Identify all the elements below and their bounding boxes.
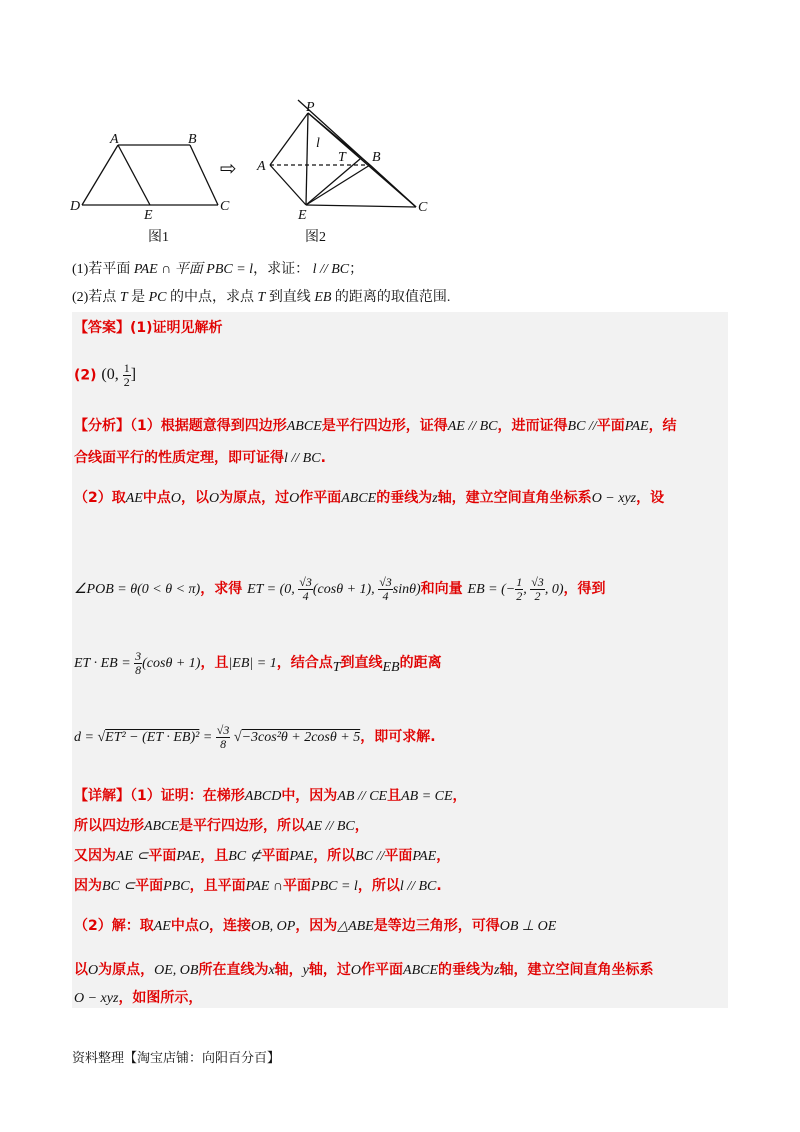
figure-1-caption: 图1 — [148, 230, 169, 245]
detail-l1-abce: AB // CE — [337, 789, 388, 804]
fig2-label-p: P — [306, 100, 315, 115]
detail-l5-e: 是等边三角形，可得 — [373, 918, 500, 934]
detail-l6-g: 的垂线为 — [438, 962, 495, 978]
analysis-l5-c: 到直线 — [340, 655, 383, 671]
detail-l3-e: ，所以 — [313, 848, 356, 864]
detail-l4-f: . — [436, 878, 442, 894]
detail-line-4 — [74, 876, 442, 897]
analysis-l2-a: 合线面平行的性质定理，即可证得 — [74, 450, 284, 466]
analysis-l3-b: 中点 — [142, 490, 171, 506]
detail-l2-b: 是平行四边形，所以 — [179, 818, 305, 834]
edge-pa — [270, 113, 308, 165]
analysis-l3-o2: O — [208, 491, 220, 506]
fig2-label-b: B — [372, 150, 381, 165]
detail-l6-c: 所在直线为 — [198, 962, 269, 978]
detail-l4-pae: PAE ∩ — [245, 879, 284, 894]
analysis-l5-a: ，且 — [200, 655, 229, 671]
analysis-line-6 — [74, 722, 436, 753]
analysis-l1-pae: PAE — [624, 419, 649, 434]
analysis-l3-o: O — [170, 491, 181, 506]
detail-l6-y: y — [302, 963, 309, 978]
analysis-l6-rad1: ET² − (ET · EB)² — [105, 730, 200, 745]
detail-l3-bc: BC ⊄ — [228, 849, 262, 864]
fig2-label-t: T — [338, 150, 346, 165]
detail-l7-a: ，如图所示， — [118, 990, 203, 1006]
detail-label: 【详解】 — [74, 788, 130, 804]
analysis-l3-h: ，设 — [636, 490, 665, 506]
answer-part2-label: (2) — [74, 367, 97, 384]
analysis-l1-a: （1）根据题意得到四边形 — [130, 418, 287, 434]
detail-l5-ae: AE — [153, 919, 171, 934]
detail-l5-obop: OB, OP — [250, 919, 296, 934]
detail-l3-b: 平面 — [148, 848, 177, 864]
q1-mid: ，求证： — [253, 262, 310, 277]
analysis-l5-dot-val: (cosθ + 1) — [142, 656, 201, 671]
analysis-l5-eb: EB — [382, 659, 400, 675]
analysis-l4-b: 和向量 — [420, 581, 463, 597]
analysis-l4-et-vector: ET = (0, $\frac{√3}{4}$ (cosθ + 1), $\frac{√3}{4}$ sinθ) — [247, 575, 421, 604]
q2-a: 是 — [127, 290, 149, 305]
detail-l1-abcd: ABCD — [244, 789, 282, 804]
q1-prefix: (1)若平面 — [72, 262, 134, 277]
q2-c: 到直线 — [265, 290, 315, 305]
analysis-l2-lbc: l // BC — [284, 451, 321, 466]
detail-l3-f: 平面 — [384, 848, 413, 864]
detail-l5-oboe: OB ⊥ OE — [499, 919, 557, 934]
detail-l6-h: 轴，建立空间直角坐标系 — [499, 962, 654, 978]
answer-part2 — [74, 362, 136, 389]
analysis-l6-expr: d = √ET² − (ET · EB)² = $\frac{√3}{8}$ √−3cos²θ + 2cosθ + 5 — [74, 723, 361, 752]
detail-line-5 — [74, 916, 556, 937]
fig2-label-a: A — [257, 159, 266, 174]
detail-line-3 — [74, 846, 450, 867]
analysis-l5-d: 的距离 — [399, 655, 442, 671]
detail-l4-c: ，且平面 — [189, 878, 246, 894]
figures-svg — [70, 95, 470, 245]
detail-l3-pae: PAE — [176, 849, 201, 864]
detail-l3-d: 平面 — [261, 848, 290, 864]
analysis-l1-e: ，结 — [648, 418, 677, 434]
fig1-label-b: B — [188, 132, 197, 147]
fig1-label-d: D — [70, 199, 81, 214]
detail-l3-bc2: BC // — [355, 849, 385, 864]
detail-l5-d: ，因为 — [295, 918, 338, 934]
analysis-l4-a: ，求得 — [200, 581, 243, 597]
analysis-l3-abce: ABCE — [341, 491, 377, 506]
edge-eb — [306, 165, 370, 205]
detail-l4-b: 平面 — [135, 878, 164, 894]
fig2-label-c: C — [418, 200, 428, 215]
q2-eb: EB — [314, 290, 332, 305]
analysis-l1-b: 是平行四边形，证得 — [321, 418, 448, 434]
analysis-l3-g: 轴，建立空间直角坐标系 — [437, 490, 592, 506]
detail-line-2 — [74, 816, 369, 837]
analysis-l1-c: ，进而证得 — [497, 418, 568, 434]
q2-d: 的距离的取值范围. — [331, 290, 451, 305]
analysis-l3-ae: AE — [125, 491, 143, 506]
detail-l6-x: x — [268, 963, 275, 978]
figure-2-caption: 图2 — [305, 230, 326, 245]
analysis-l5-dot-expr: ET · EB = $\frac{3}{8}$ (cosθ + 1) — [74, 649, 201, 678]
detail-l6-d: 轴， — [274, 962, 303, 978]
detail-l5-abe: △ABE — [337, 919, 374, 934]
edge-pe — [306, 113, 308, 205]
detail-l2-aebc: AE // BC — [305, 819, 355, 834]
analysis-l4-c: ，得到 — [563, 581, 606, 597]
edge-bc — [370, 165, 416, 207]
detail-l3-ae: AE ⊂ — [116, 849, 149, 864]
detail-line-7 — [74, 988, 202, 1009]
detail-l3-pae2: PAE — [289, 849, 314, 864]
analysis-line-5 — [74, 648, 442, 683]
analysis-l1-d: 平面 — [596, 418, 625, 434]
detail-l3-pae3: PAE — [412, 849, 437, 864]
answer-part2-range: (0, $\frac{1}{2}$ ] — [101, 361, 137, 389]
analysis-l6-d: d = — [74, 730, 98, 745]
detail-l6-o2: O — [350, 963, 362, 978]
detail-l4-pbc: PBC — [163, 879, 190, 894]
detail-line-6 — [74, 960, 653, 981]
detail-l5-b: 中点 — [170, 918, 199, 934]
geometry-figures — [70, 95, 470, 245]
edge-bc — [190, 145, 218, 205]
analysis-l3-e: 作平面 — [299, 490, 342, 506]
detail-l1-eq: AB = CE — [401, 789, 453, 804]
q2-t2: T — [257, 290, 266, 305]
fig1-label-e: E — [144, 208, 153, 223]
analysis-l1-bc: BC // — [567, 419, 597, 434]
detail-l6-a: 以 — [74, 962, 88, 978]
analysis-label: 【分析】 — [74, 418, 130, 434]
detail-l4-e: ，所以 — [357, 878, 400, 894]
analysis-l4-eb: EB = (− — [467, 582, 516, 597]
fig1-label-c: C — [220, 199, 230, 214]
analysis-l3-z: z — [432, 491, 438, 506]
analysis-l4-eb-vector: EB = (− $\frac{1}{2}$ , $\frac{√3}{2}$ , 0) — [467, 575, 564, 604]
detail-l5-o: O — [198, 919, 209, 934]
detail-l1-d: ， — [452, 788, 467, 804]
analysis-l6-rad2: −3cos²θ + 2cosθ + 5 — [241, 730, 361, 745]
detail-l3-g: ， — [436, 848, 451, 864]
edge-ec — [306, 205, 416, 207]
analysis-line-4 — [74, 574, 605, 605]
detail-l6-abce: ABCE — [403, 963, 439, 978]
analysis-l1-aebc: AE // BC — [447, 419, 498, 434]
analysis-l2-b: . — [320, 450, 326, 466]
analysis-l3-f: 的垂线为 — [376, 490, 433, 506]
analysis-l4-angle: ∠POB = θ(0 < θ < π) — [74, 582, 201, 597]
analysis-l3-a: （2）取 — [74, 490, 126, 506]
detail-l5-a: （2）解：取 — [74, 918, 154, 934]
detail-l1-a: （1）证明：在梯形 — [130, 788, 245, 804]
edge-ad — [82, 145, 118, 205]
page-footer: 资料整理【淘宝店铺：向阳百分百】 — [72, 1051, 281, 1066]
analysis-l3-c: ，以 — [180, 490, 209, 506]
analysis-l4-et: ET = (0, — [247, 582, 299, 597]
detail-l6-b: 为原点， — [98, 962, 155, 978]
detail-l6-oeob: OE, OB — [154, 963, 199, 978]
solution-panel — [72, 312, 728, 1008]
edge-ae — [118, 145, 150, 205]
analysis-l5-t: T — [332, 659, 341, 675]
analysis-l5-dot: ET · EB = — [74, 656, 135, 671]
fig1-label-a: A — [110, 132, 119, 147]
analysis-l3-oxyz: O − xyz — [591, 491, 637, 506]
analysis-l5-b: ，结合点 — [276, 655, 333, 671]
detail-l3-c: ，且 — [200, 848, 229, 864]
edge-et — [306, 159, 360, 205]
fig2-label-e: E — [298, 208, 307, 223]
detail-l7-oxyz: O − xyz — [74, 991, 119, 1006]
detail-l4-d: 平面 — [283, 878, 312, 894]
q1-goal: l // BC — [312, 262, 350, 277]
detail-l4-pbc2: PBC = l — [311, 879, 358, 894]
analysis-l3-d: 为原点，过 — [219, 490, 290, 506]
analysis-l6-a: ，即可求解. — [360, 729, 436, 745]
figure-1 — [82, 145, 218, 205]
detail-l5-c: ，连接 — [208, 918, 251, 934]
detail-l6-o: O — [88, 963, 99, 978]
detail-l6-f: 作平面 — [361, 962, 404, 978]
q2-t: T — [119, 290, 128, 305]
detail-l4-lbc: l // BC — [399, 879, 437, 894]
detail-line-1 — [74, 786, 467, 807]
question-2 — [72, 286, 450, 306]
analysis-line-1 — [74, 416, 677, 437]
q1-end: ； — [349, 262, 364, 277]
q2-b: 的中点，求点 — [166, 290, 258, 305]
analysis-line-3 — [74, 488, 664, 509]
fig2-label-l: l — [316, 136, 320, 151]
question-1 — [72, 258, 363, 278]
answer-label: 【答案】(1)证明见解析 — [74, 320, 223, 336]
detail-l4-a: 因为 — [74, 878, 102, 894]
analysis-l6-eq: = — [199, 730, 216, 745]
detail-l1-b: 中，因为 — [281, 788, 338, 804]
detail-l1-c: 且 — [387, 788, 402, 804]
analysis-l3-o3: O — [289, 491, 300, 506]
detail-l6-z: z — [494, 963, 500, 978]
detail-l6-e: 轴，过 — [308, 962, 351, 978]
transform-arrow-icon: ⇨ — [220, 156, 237, 180]
detail-l4-bc: BC ⊂ — [102, 879, 136, 894]
detail-l2-a: 所以四边形 — [74, 818, 144, 834]
q1-expr: PAE ∩ 平面 PBC = l — [133, 262, 254, 277]
analysis-line-2 — [74, 448, 326, 469]
q2-prefix: (2)若点 — [72, 290, 120, 305]
detail-l3-a: 又因为 — [74, 848, 116, 864]
edge-ae — [270, 165, 306, 205]
q2-pc: PC — [148, 290, 167, 305]
analysis-l5-norm: |EB| = 1 — [228, 656, 277, 671]
analysis-l1-abce: ABCE — [286, 419, 322, 434]
detail-l2-abce: ABCE — [144, 819, 179, 834]
detail-l2-c: ， — [354, 818, 369, 834]
